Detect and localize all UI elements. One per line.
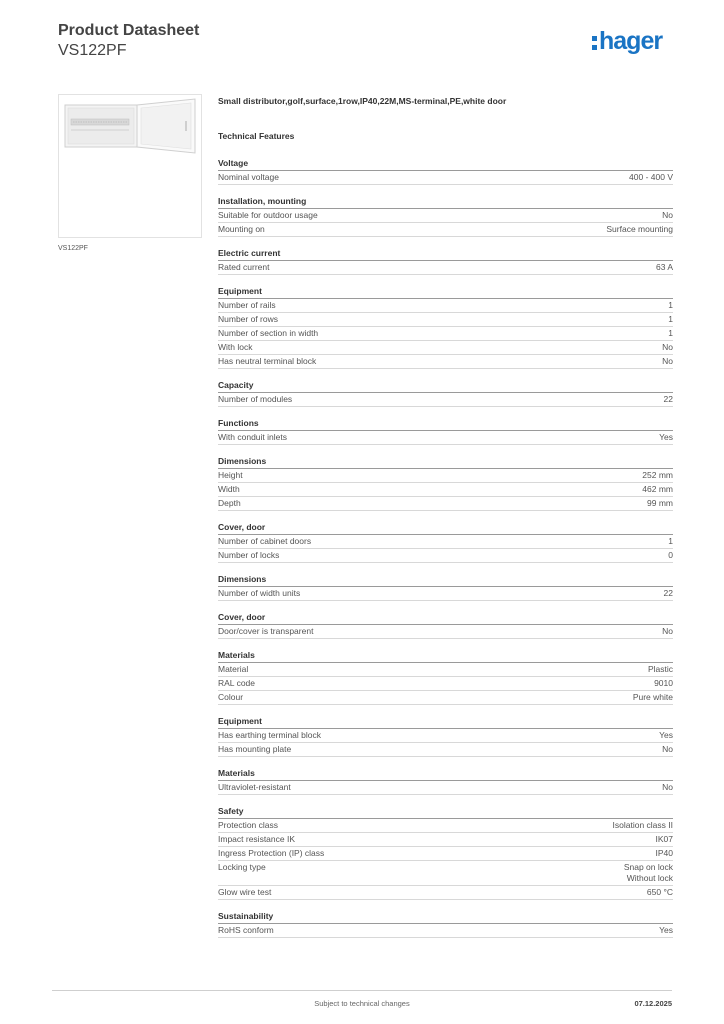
feature-section	[218, 417, 673, 445]
section-title: Cover, door	[218, 611, 673, 625]
footer-divider	[52, 990, 672, 991]
feature-value: 252 mm	[642, 470, 673, 480]
feature-value: IP40	[655, 848, 673, 858]
feature-row	[218, 781, 673, 795]
feature-value: 1	[668, 536, 673, 546]
section-title: Dimensions	[218, 573, 673, 587]
feature-row	[218, 924, 673, 938]
feature-row	[218, 313, 673, 327]
feature-value: 1	[668, 314, 673, 324]
feature-value: No	[662, 626, 673, 636]
section-title: Equipment	[218, 715, 673, 729]
product-image	[58, 94, 202, 238]
feature-label: Height	[218, 470, 243, 480]
feature-row	[218, 299, 673, 313]
technical-features-heading: Technical Features	[218, 131, 295, 141]
feature-section	[218, 195, 673, 237]
feature-row	[218, 393, 673, 407]
feature-label: Number of rows	[218, 314, 278, 324]
feature-section	[218, 455, 673, 511]
feature-row	[218, 341, 673, 355]
feature-row	[218, 209, 673, 223]
section-title: Materials	[218, 767, 673, 781]
feature-value: 1	[668, 300, 673, 310]
feature-value: 1	[668, 328, 673, 338]
feature-row	[218, 483, 673, 497]
feature-section	[218, 767, 673, 795]
feature-row	[218, 833, 673, 847]
feature-section	[218, 285, 673, 369]
feature-label: Has neutral terminal block	[218, 356, 317, 366]
feature-row	[218, 625, 673, 639]
feature-label: Nominal voltage	[218, 172, 279, 182]
feature-label: Has earthing terminal block	[218, 730, 321, 740]
feature-row	[218, 469, 673, 483]
feature-row	[218, 223, 673, 237]
feature-label: Number of locks	[218, 550, 280, 560]
feature-value: Pure white	[632, 692, 673, 702]
feature-label: Number of width units	[218, 588, 301, 598]
feature-label: Protection class	[218, 820, 278, 830]
feature-label: With lock	[218, 342, 253, 352]
feature-section	[218, 910, 673, 938]
feature-label: With conduit inlets	[218, 432, 287, 442]
feature-row	[218, 497, 673, 511]
feature-row	[218, 677, 673, 691]
feature-value: IK07	[655, 834, 673, 844]
feature-row	[218, 886, 673, 900]
feature-row	[218, 587, 673, 601]
feature-value: 400 - 400 V	[629, 172, 673, 182]
section-title: Capacity	[218, 379, 673, 393]
feature-label: Width	[218, 484, 240, 494]
section-title: Electric current	[218, 247, 673, 261]
feature-section	[218, 611, 673, 639]
section-title: Functions	[218, 417, 673, 431]
feature-label: Colour	[218, 692, 244, 702]
feature-value: No	[662, 782, 673, 792]
logo-text: hager	[599, 27, 663, 55]
feature-value: Isolation class II	[612, 820, 673, 830]
hager-logo	[592, 26, 662, 56]
feature-value: Yes	[659, 730, 673, 740]
feature-value: Plastic	[647, 664, 673, 674]
feature-row	[218, 549, 673, 563]
feature-label: Glow wire test	[218, 887, 272, 897]
feature-value: 22	[663, 588, 673, 598]
footer-date: 07.12.2025	[634, 999, 672, 1008]
feature-row	[218, 261, 673, 275]
feature-sections	[218, 157, 673, 938]
feature-label: Number of section in width	[218, 328, 319, 338]
section-title: Voltage	[218, 157, 673, 171]
feature-label: Ingress Protection (IP) class	[218, 848, 325, 858]
feature-section	[218, 379, 673, 407]
product-description: Small distributor,golf,surface,1row,IP40,22M,MS-terminal,PE,white door	[218, 96, 507, 106]
feature-section	[218, 715, 673, 757]
feature-value: No	[662, 342, 673, 352]
feature-label: Number of cabinet doors	[218, 536, 312, 546]
feature-label: Material	[218, 664, 249, 674]
section-title: Materials	[218, 649, 673, 663]
section-title: Safety	[218, 805, 673, 819]
feature-section	[218, 521, 673, 563]
feature-row	[218, 743, 673, 757]
section-title: Dimensions	[218, 455, 673, 469]
feature-section	[218, 573, 673, 601]
section-title: Installation, mounting	[218, 195, 673, 209]
feature-section	[218, 649, 673, 705]
feature-row	[218, 691, 673, 705]
footer-note: Subject to technical changes	[314, 999, 410, 1008]
feature-label: Number of rails	[218, 300, 276, 310]
feature-row	[218, 861, 673, 886]
feature-label: Suitable for outdoor usage	[218, 210, 318, 220]
feature-value: 0	[668, 550, 673, 560]
feature-label: Number of modules	[218, 394, 293, 404]
datasheet-content	[218, 95, 673, 948]
feature-label: RoHS conform	[218, 925, 274, 935]
distribution-box-illustration	[59, 95, 201, 237]
logo-dots-icon	[592, 36, 597, 50]
feature-row	[218, 171, 673, 185]
feature-label: Depth	[218, 498, 241, 508]
feature-value: 650 °C	[646, 887, 673, 897]
feature-row	[218, 431, 673, 445]
feature-value: No	[662, 356, 673, 366]
feature-label: Mounting on	[218, 224, 265, 234]
feature-value: No	[662, 744, 673, 754]
feature-value: Snap on lock Without lock	[623, 862, 673, 883]
feature-row	[218, 355, 673, 369]
feature-value: 9010	[654, 678, 673, 688]
feature-row	[218, 729, 673, 743]
section-title: Cover, door	[218, 521, 673, 535]
feature-label: Rated current	[218, 262, 270, 272]
page-header	[58, 22, 199, 60]
feature-value: 22	[663, 394, 673, 404]
feature-row	[218, 819, 673, 833]
feature-row	[218, 847, 673, 861]
feature-row	[218, 663, 673, 677]
feature-value: 99 mm	[647, 498, 673, 508]
feature-value: 63 A	[655, 262, 673, 272]
image-caption: VS122PF	[58, 245, 88, 252]
feature-value: Yes	[659, 925, 673, 935]
feature-label: Impact resistance IK	[218, 834, 296, 844]
feature-label: RAL code	[218, 678, 256, 688]
feature-row	[218, 327, 673, 341]
page-title: Product Datasheet	[58, 22, 200, 39]
section-title: Sustainability	[218, 910, 673, 924]
feature-label: Door/cover is transparent	[218, 626, 314, 636]
feature-value: Surface mounting	[606, 224, 673, 234]
feature-section	[218, 247, 673, 275]
feature-label: Locking type	[218, 862, 266, 872]
feature-section	[218, 805, 673, 900]
feature-section	[218, 157, 673, 185]
feature-row	[218, 535, 673, 549]
feature-label: Has mounting plate	[218, 744, 292, 754]
section-title: Equipment	[218, 285, 673, 299]
feature-value: No	[662, 210, 673, 220]
feature-value: Yes	[659, 432, 673, 442]
feature-value: 462 mm	[642, 484, 673, 494]
product-code: VS122PF	[58, 42, 127, 59]
feature-label: Ultraviolet-resistant	[218, 782, 291, 792]
